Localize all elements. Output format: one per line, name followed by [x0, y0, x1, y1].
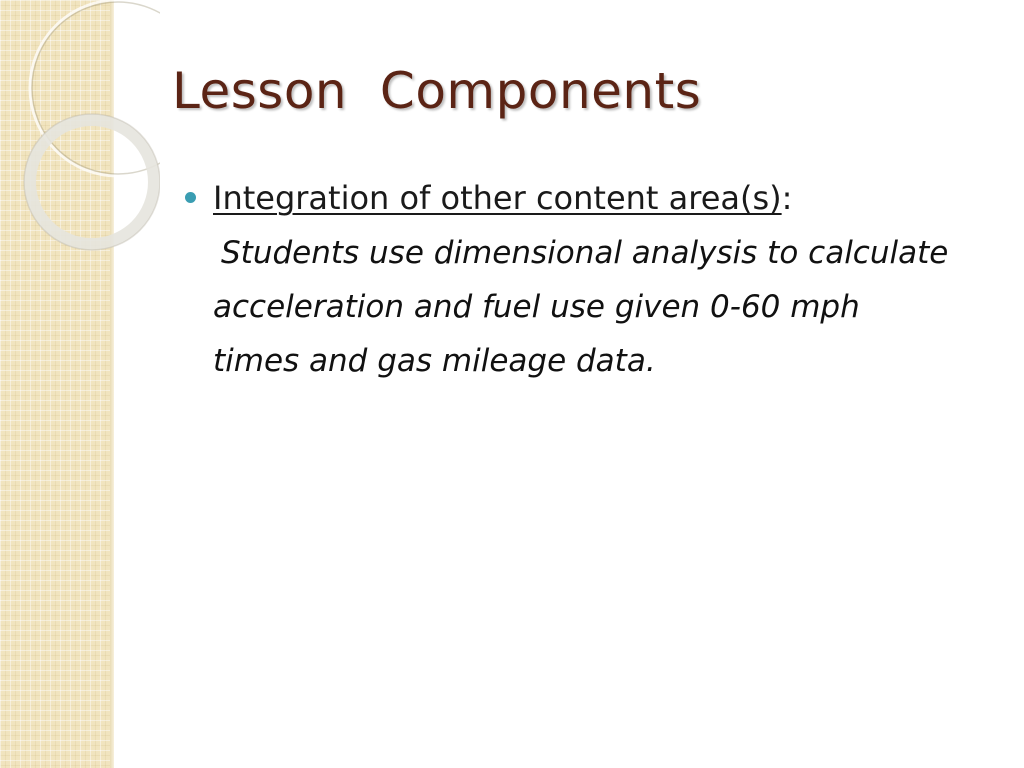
bullet-body-text: Students use dimensional analysis to calculate acceleration and fuel use given 0-60 mph times and gas mileage data. — [213, 235, 949, 379]
bullet-item — [185, 176, 975, 220]
slide-content — [185, 176, 975, 388]
bullet-dot-icon — [185, 192, 196, 203]
bullet-heading — [213, 176, 792, 220]
decorative-rings-icon — [0, 0, 160, 260]
bullet-heading-label: Integration of other content area(s) — [213, 179, 782, 217]
bullet-heading-suffix: : — [781, 179, 793, 217]
slide-title: Lesson Components — [172, 62, 702, 120]
